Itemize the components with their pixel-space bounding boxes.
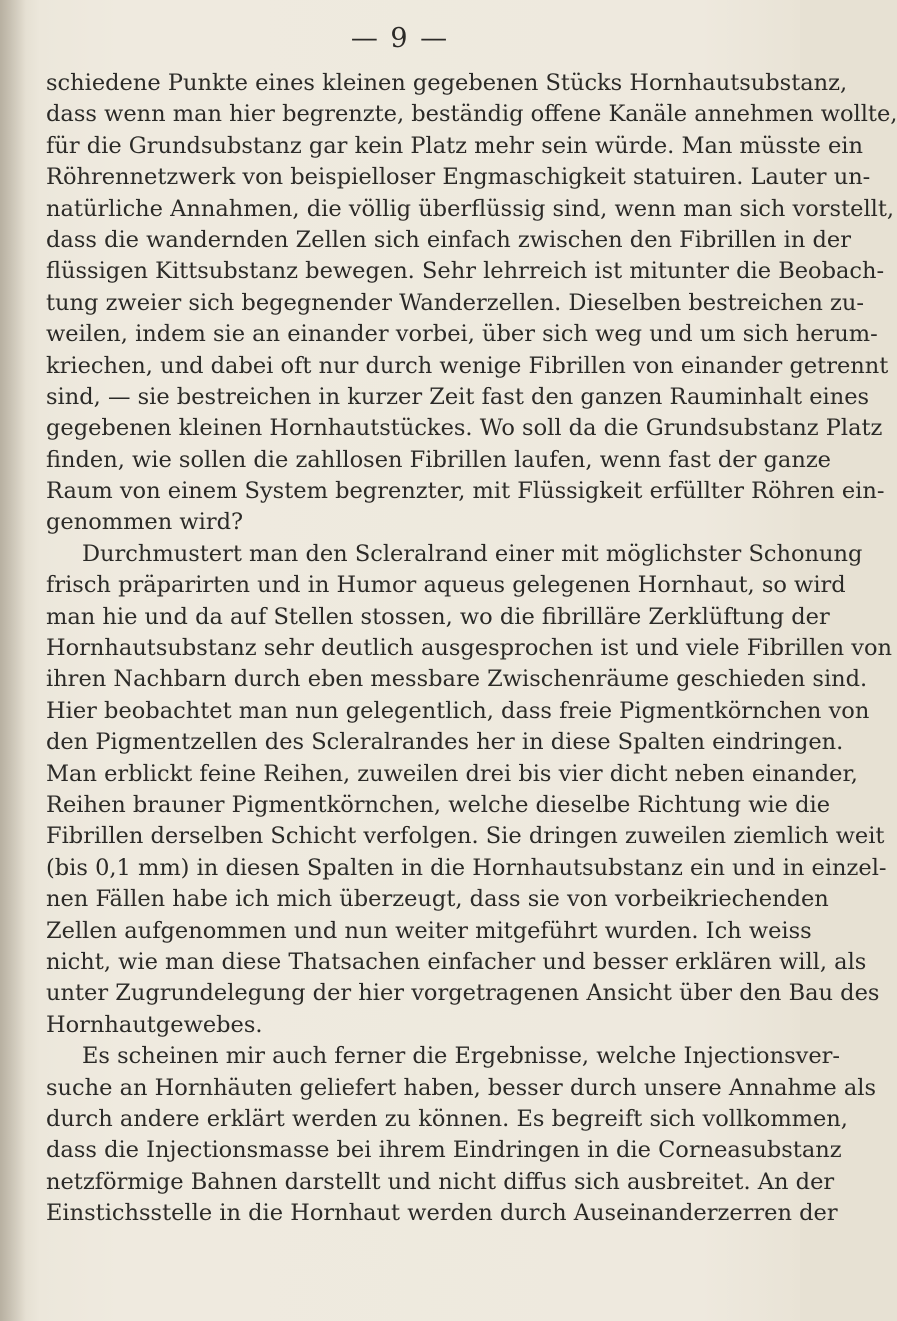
text-line: dass die wandernden Zellen sich einfach zwischen den Fibrillen in der bbox=[46, 226, 851, 253]
text-line: finden, wie sollen die zahllosen Fibrillen laufen, wenn fast der ganze bbox=[46, 446, 831, 473]
text-line: gegebenen kleinen Hornhautstückes. Wo soll da die Grundsubstanz Platz bbox=[46, 415, 883, 442]
text-line: Hier beobachtet man nun gelegentlich, dass freie Pigmentkörnchen von bbox=[46, 697, 870, 724]
text-line: netzförmige Bahnen darstellt und nicht diffus sich ausbreitet. An der bbox=[46, 1168, 835, 1195]
text-line: für die Grundsubstanz gar kein Platz mehr sein würde. Man müsste ein bbox=[46, 132, 863, 159]
text-line: Es scheinen mir auch ferner die Ergebnisse, welche Injectionsver- bbox=[82, 1043, 841, 1070]
text-line: kriechen, und dabei oft nur durch wenige Fibrillen von einander getrennt bbox=[46, 352, 889, 379]
text-line: Einstichsstelle in die Hornhaut werden durch Auseinanderzerren der bbox=[46, 1200, 838, 1227]
text-line: dass wenn man hier begrenzte, beständig offene Kanäle annehmen wollte, bbox=[46, 101, 897, 128]
text-line: genommen wird? bbox=[46, 509, 244, 536]
text-line: durch andere erklärt werden zu können. Es begreift sich vollkommen, bbox=[46, 1105, 848, 1132]
text-line: Durchmustert man den Scleralrand einer mit möglichster Schonung bbox=[82, 540, 863, 567]
page-number: — 9 — bbox=[350, 23, 450, 54]
text-line: Fibrillen derselben Schicht verfolgen. Sie dringen zuweilen ziemlich weit bbox=[46, 823, 885, 850]
text-line: Raum von einem System begrenzter, mit Flüssigkeit erfüllter Röhren ein- bbox=[46, 478, 885, 505]
text-line: Hornhautsubstanz sehr deutlich ausgesprochen ist und viele Fibrillen von bbox=[46, 635, 893, 662]
text-line: sind, — sie bestreichen in kurzer Zeit fast den ganzen Rauminhalt eines bbox=[46, 383, 870, 410]
text-line: Man erblickt feine Reihen, zuweilen drei bis vier dicht neben einander, bbox=[46, 760, 858, 787]
text-line: unter Zugrundelegung der hier vorgetragenen Ansicht über den Bau des bbox=[46, 980, 880, 1007]
gutter-shadow bbox=[0, 0, 26, 1321]
text-line: schiedene Punkte eines kleinen gegebenen Stücks Hornhautsubstanz, bbox=[46, 70, 848, 96]
text-line: Reihen brauner Pigmentkörnchen, welche dieselbe Richtung wie die bbox=[46, 791, 831, 818]
text-line: nicht, wie man diese Thatsachen einfacher und besser erklären will, als bbox=[46, 948, 867, 975]
text-line: Zellen aufgenommen und nun weiter mitgeführt wurden. Ich weiss bbox=[46, 917, 812, 944]
text-line: suche an Hornhäuten geliefert haben, besser durch unsere Annahme als bbox=[46, 1074, 876, 1101]
text-line: natürliche Annahmen, die völlig überflüssig sind, wenn man sich vorstellt, bbox=[46, 195, 895, 222]
text-line: nen Fällen habe ich mich überzeugt, dass sie von vorbeikriechenden bbox=[46, 886, 829, 913]
text-line: Hornhautgewebes. bbox=[46, 1011, 263, 1038]
text-line: dass die Injectionsmasse bei ihrem Eindringen in die Corneasubstanz bbox=[46, 1137, 842, 1164]
text-line: den Pigmentzellen des Scleralrandes her in diese Spalten eindringen. bbox=[46, 729, 844, 756]
text-line: (bis 0,1 mm) in diesen Spalten in die Hornhautsubstanz ein und in einzel- bbox=[46, 854, 887, 881]
body-text bbox=[46, 68, 897, 1229]
text-line: man hie und da auf Stellen stossen, wo die fibrilläre Zerklüftung der bbox=[46, 603, 830, 630]
text-line: flüssigen Kittsubstanz bewegen. Sehr lehrreich ist mitunter die Beobach- bbox=[46, 258, 885, 285]
text-line: ihren Nachbarn durch eben messbare Zwischenräume geschieden sind. bbox=[46, 666, 868, 693]
text-line: Röhrennetzwerk von beispielloser Engmaschigkeit statuiren. Lauter un- bbox=[46, 164, 871, 191]
text-line: frisch präparirten und in Humor aqueus gelegenen Hornhaut, so wird bbox=[46, 572, 846, 599]
text-line: tung zweier sich begegnender Wanderzellen. Dieselben bestreichen zu- bbox=[46, 289, 864, 316]
text-line: weilen, indem sie an einander vorbei, über sich weg und um sich herum- bbox=[46, 321, 878, 348]
